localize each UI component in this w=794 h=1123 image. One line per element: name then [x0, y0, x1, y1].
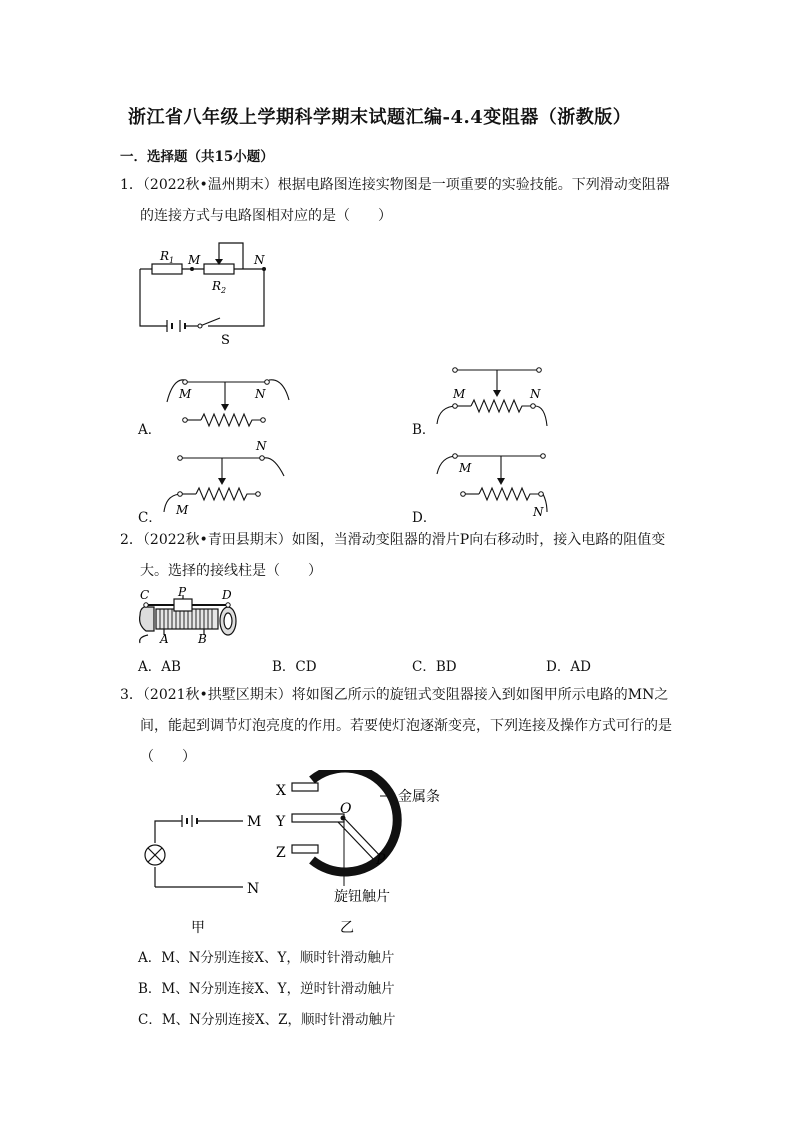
- terminal-c-label: C: [140, 588, 150, 602]
- q1-option-d-label[interactable]: D．: [412, 510, 437, 526]
- terminal-x-label: X: [276, 783, 286, 799]
- q1-option-d-figure: [435, 444, 555, 520]
- q1-option-a-figure: [165, 370, 295, 436]
- q2-option-b[interactable]: B．CD: [272, 659, 317, 675]
- m-label: M: [188, 253, 201, 267]
- page-title: 浙江省八年级上学期科学期末试题汇编-4.4变阻器（浙教版）: [128, 107, 632, 128]
- terminal-n-label: N: [247, 881, 260, 897]
- q1-option-c-label[interactable]: C．: [138, 510, 162, 526]
- terminal-d-label: D: [222, 588, 232, 602]
- q2-rheostat-figure: [136, 585, 246, 645]
- q3-stem-line2: 间，能起到调节灯泡亮度的作用。若要使灯泡逐渐变亮，下列连接及操作方式可行的是: [140, 718, 672, 734]
- terminal-m-label: M: [459, 461, 472, 475]
- terminal-m-label: M: [247, 814, 262, 830]
- q3-option-a[interactable]: A．M、N分别连接X、Y，顺时针滑动触片: [138, 950, 395, 966]
- q1-circuit-diagram: [130, 238, 280, 350]
- q1-stem-line1: 1．（2022秋•温州期末）根据电路图连接实物图是一项重要的实验技能。下列滑动变阻器: [120, 177, 670, 193]
- pivot-o-label: O: [340, 801, 352, 817]
- slider-p-label: P: [178, 585, 187, 599]
- r1-resistor: [152, 264, 182, 274]
- terminal-n-label: N: [533, 505, 544, 519]
- q3-stem-line3: （ ）: [140, 749, 196, 765]
- q3-circuit-jia: [135, 805, 270, 935]
- q2-stem-line2: 大。选择的接线柱是（ ）: [140, 563, 322, 579]
- q1-stem-line2: 的连接方式与电路图相对应的是（ ）: [140, 208, 392, 224]
- terminal-m-label: M: [176, 503, 189, 517]
- s-label: S: [221, 333, 230, 348]
- terminal-y-label: Y: [276, 814, 286, 830]
- contact-p-label: P: [376, 852, 386, 868]
- q1-option-a-label[interactable]: A．: [138, 422, 162, 438]
- r2-rheostat: [204, 264, 234, 274]
- terminal-m-label: M: [453, 387, 466, 401]
- n-label: N: [254, 253, 265, 267]
- terminal-z-label: Z: [276, 845, 286, 861]
- q3-knob-rheostat-yi: [272, 770, 462, 940]
- q2-stem-line1: 2．（2022秋•青田县期末）如图，当滑动变阻器的滑片P向右移动时，接入电路的阻值变: [120, 532, 666, 548]
- r2-label: $R_2$: [212, 279, 227, 295]
- q1-option-b-label[interactable]: B．: [412, 422, 436, 438]
- q2-option-c[interactable]: C．BD: [412, 659, 457, 675]
- terminal-a-label: A: [160, 632, 169, 645]
- r1-label: $R_1$: [160, 249, 175, 265]
- metal-strip-label: 金属条: [398, 789, 440, 805]
- terminal-n-label: N: [530, 387, 541, 401]
- q3-option-b[interactable]: B．M、N分别连接X、Y，逆时针滑动触片: [138, 981, 395, 997]
- q3-option-c[interactable]: C．M、N分别连接X、Z，顺时针滑动触片: [138, 1012, 396, 1028]
- q1-option-c-figure: [160, 438, 300, 520]
- knob-contact-label: 旋钮触片: [334, 889, 390, 905]
- q2-option-a[interactable]: A．AB: [138, 659, 181, 675]
- terminal-m-label: M: [179, 387, 192, 401]
- q3-stem-line1: 3．（2021秋•拱墅区期末）将如图乙所示的旋钮式变阻器接入到如图甲所示电路的MN之: [120, 687, 669, 703]
- figure-yi-caption: 乙: [340, 920, 354, 936]
- figure-jia-caption: 甲: [191, 920, 205, 935]
- q2-option-d[interactable]: D．AD: [546, 659, 591, 675]
- q1-option-b-figure: [435, 360, 555, 434]
- terminal-b-label: B: [198, 632, 207, 645]
- section-heading: 一．选择题（共15小题）: [120, 149, 274, 165]
- terminal-n-label: N: [256, 439, 267, 453]
- terminal-n-label: N: [255, 387, 266, 401]
